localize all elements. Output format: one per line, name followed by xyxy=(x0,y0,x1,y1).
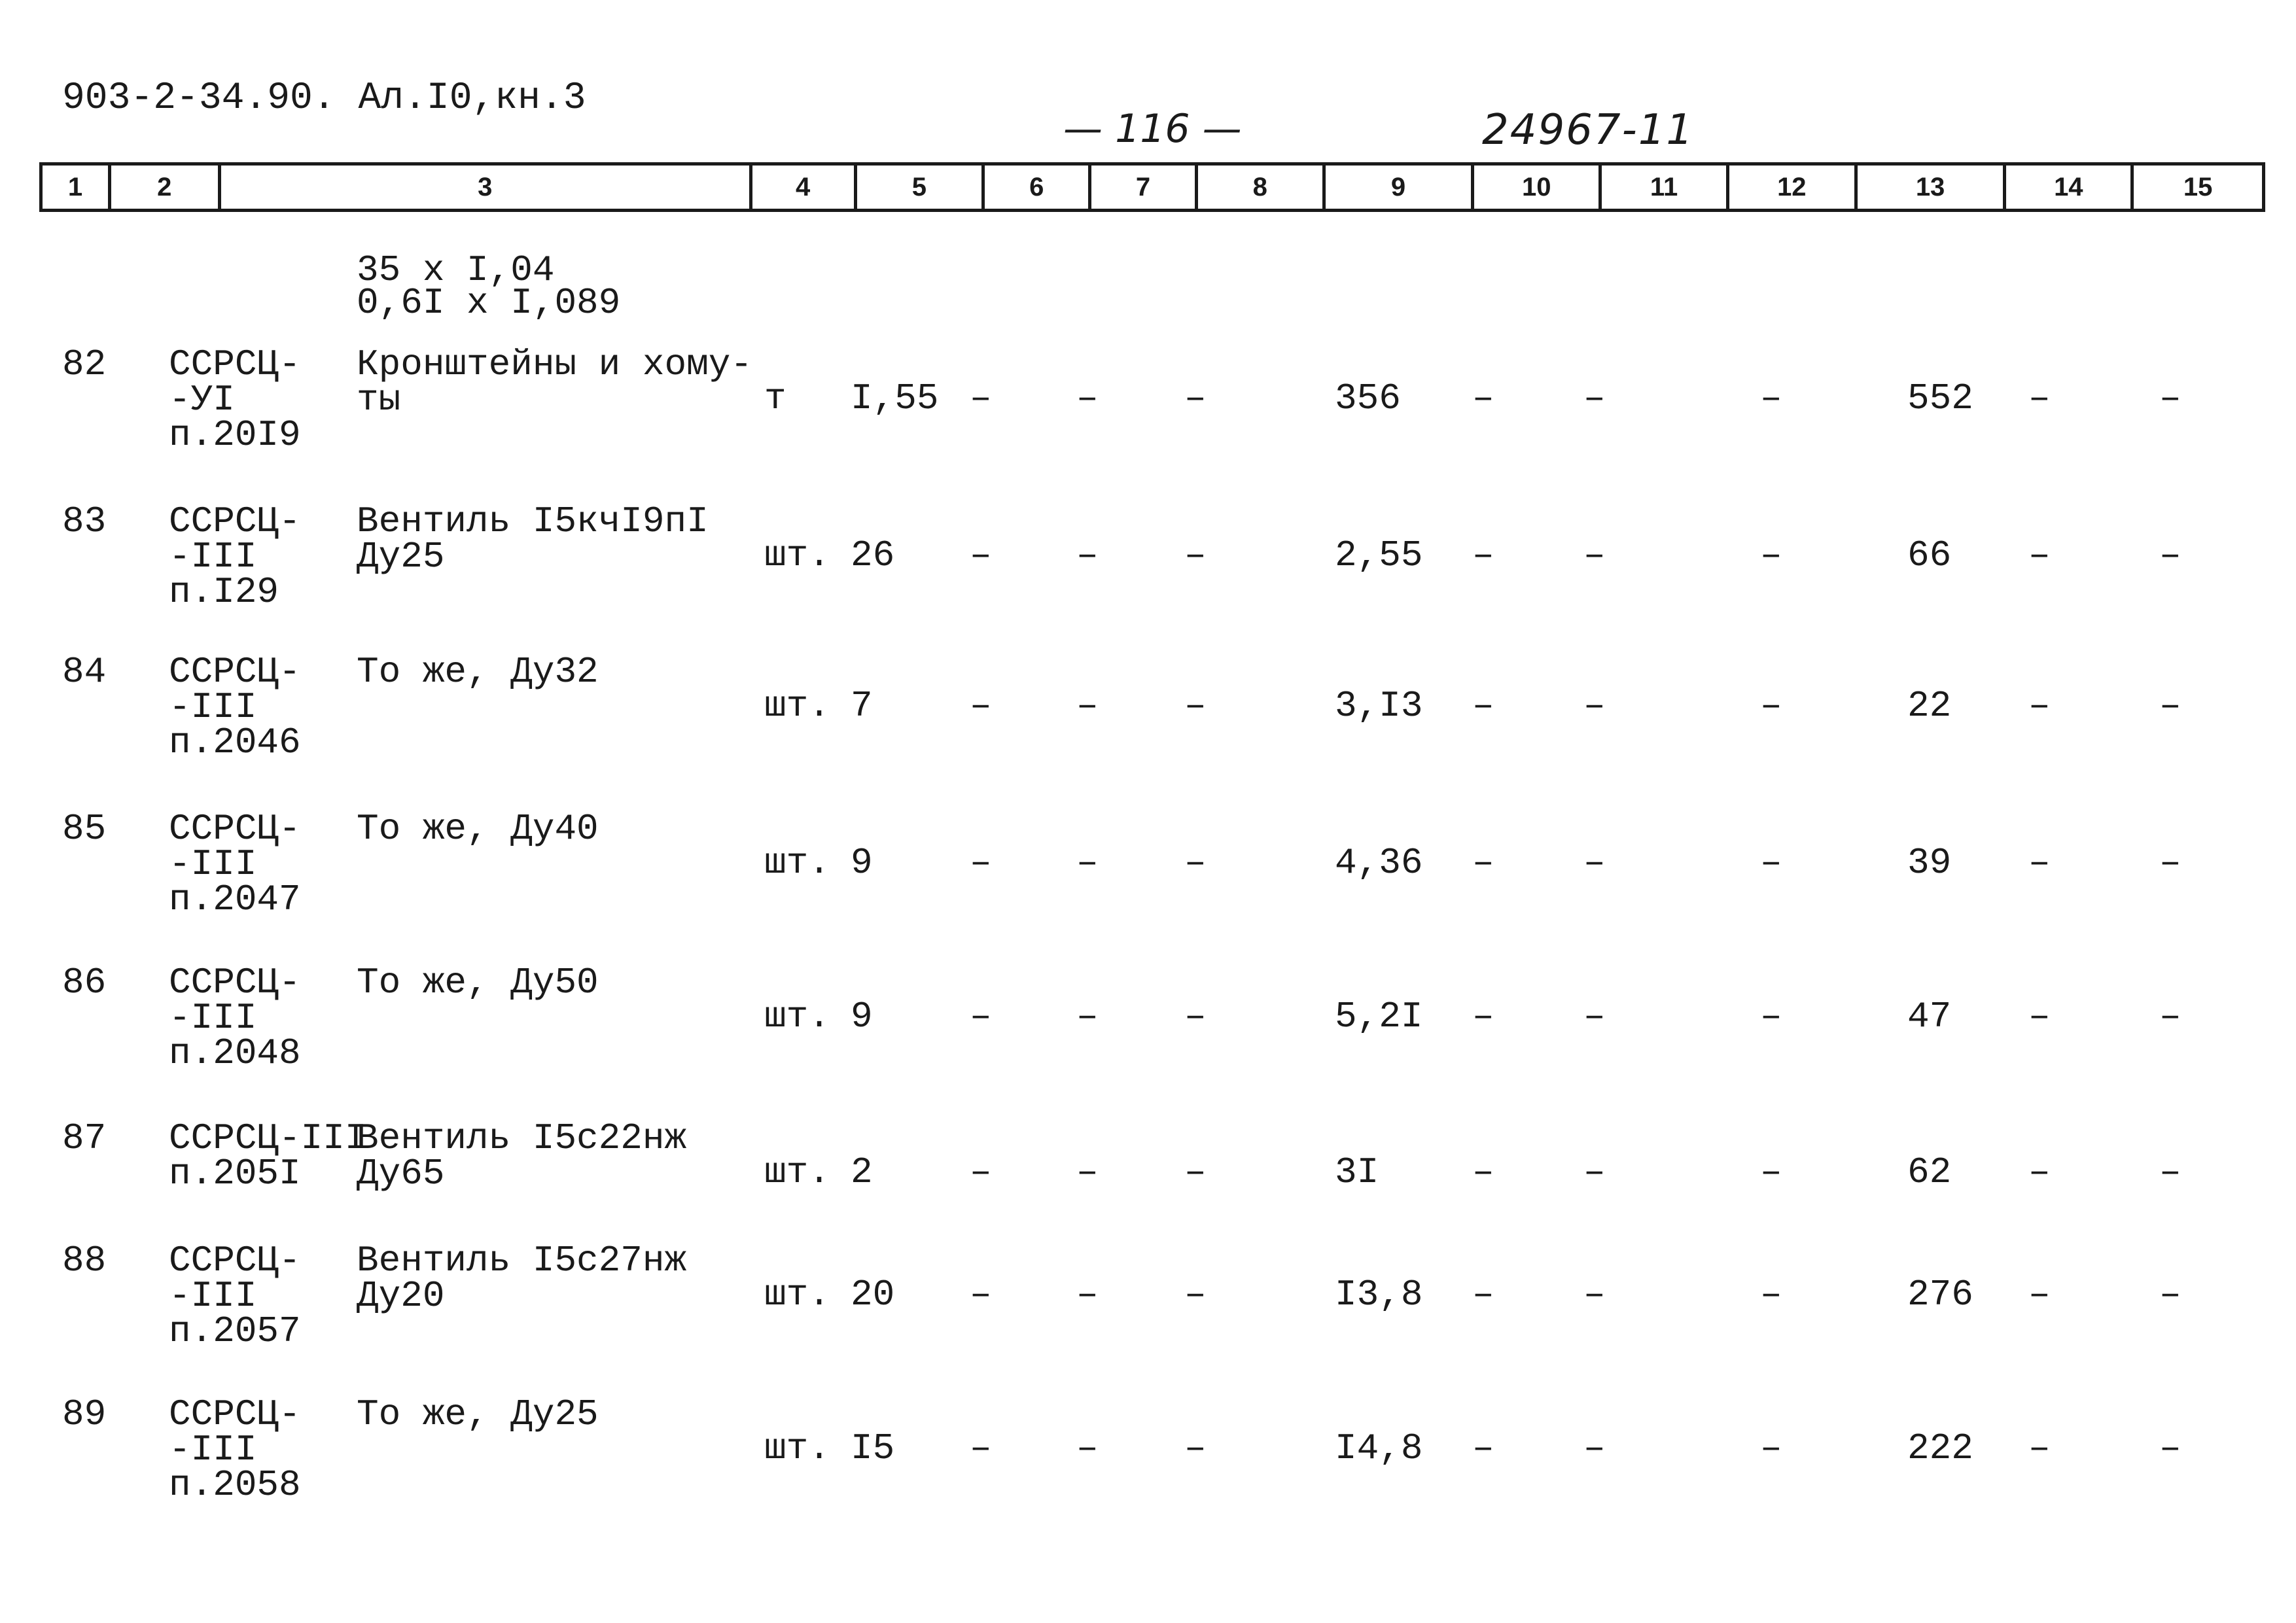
unit-of-measure: шт. xyxy=(764,1151,830,1193)
column-header-row xyxy=(39,162,2265,212)
column-7-value: – xyxy=(1076,377,1099,419)
column-7-value: – xyxy=(1076,1427,1099,1469)
total-cost: 552 xyxy=(1907,377,1973,419)
column-10-value: – xyxy=(1472,842,1494,884)
column-6-value: – xyxy=(970,842,992,884)
unit-of-measure: шт. xyxy=(764,1427,830,1469)
unit-of-measure: шт. xyxy=(764,996,830,1038)
column-header: 14 xyxy=(2006,166,2134,209)
document-code: 903-2-34.90. Ал.I0,кн.3 xyxy=(62,77,586,120)
row-number: 89 xyxy=(62,1393,107,1435)
row-number: 86 xyxy=(62,962,107,1003)
column-15-value: – xyxy=(2159,534,2181,576)
total-cost: 39 xyxy=(1907,842,1952,884)
column-12-value: – xyxy=(1760,685,1782,727)
quantity: 9 xyxy=(851,842,873,884)
column-8-value: – xyxy=(1184,685,1207,727)
column-12-value: – xyxy=(1760,996,1782,1038)
unit-price: 5,2I xyxy=(1335,996,1423,1038)
column-14-value: – xyxy=(2028,685,2051,727)
quantity: 9 xyxy=(851,996,873,1038)
column-14-value: – xyxy=(2028,1427,2051,1469)
continuation-text: 35 x I,04 0,6I x I,089 xyxy=(357,249,621,324)
column-12-value: – xyxy=(1760,842,1782,884)
total-cost: 62 xyxy=(1907,1151,1952,1193)
column-header: 8 xyxy=(1198,166,1326,209)
quantity: I5 xyxy=(851,1427,895,1469)
unit-price: I3,8 xyxy=(1335,1274,1423,1316)
item-name: Кронштейны и хому- ты xyxy=(357,343,752,421)
column-header: 7 xyxy=(1091,166,1198,209)
price-reference: ССРСЦ- -III п.2057 xyxy=(169,1240,301,1352)
column-14-value: – xyxy=(2028,1151,2051,1193)
price-reference: ССРСЦ- -III п.2058 xyxy=(169,1393,301,1506)
unit-price: I4,8 xyxy=(1335,1427,1423,1469)
column-7-value: – xyxy=(1076,685,1099,727)
row-number: 82 xyxy=(62,343,107,385)
column-6-value: – xyxy=(970,377,992,419)
total-cost: 47 xyxy=(1907,996,1952,1038)
item-name: То же, Ду25 xyxy=(357,1393,599,1435)
column-10-value: – xyxy=(1472,377,1494,419)
row-number: 83 xyxy=(62,500,107,542)
column-11-value: – xyxy=(1583,1427,1606,1469)
column-12-value: – xyxy=(1760,1274,1782,1316)
column-header: 10 xyxy=(1474,166,1602,209)
column-14-value: – xyxy=(2028,377,2051,419)
quantity: I,55 xyxy=(851,377,939,419)
unit-price: 4,36 xyxy=(1335,842,1423,884)
column-header: 2 xyxy=(111,166,221,209)
unit-of-measure: шт. xyxy=(764,1274,830,1316)
unit-price: 3,I3 xyxy=(1335,685,1423,727)
total-cost: 66 xyxy=(1907,534,1952,576)
column-15-value: – xyxy=(2159,996,2181,1038)
item-name: Вентиль I5с27нж Ду20 xyxy=(357,1240,687,1317)
quantity: 7 xyxy=(851,685,873,727)
column-11-value: – xyxy=(1583,377,1606,419)
quantity: 20 xyxy=(851,1274,895,1316)
column-10-value: – xyxy=(1472,1151,1494,1193)
unit-of-measure: т xyxy=(764,377,786,419)
item-name: Вентиль I5кчI9пI Ду25 xyxy=(357,500,709,578)
item-name: То же, Ду40 xyxy=(357,808,599,850)
column-12-value: – xyxy=(1760,1151,1782,1193)
column-14-value: – xyxy=(2028,534,2051,576)
total-cost: 22 xyxy=(1907,685,1952,727)
column-10-value: – xyxy=(1472,534,1494,576)
unit-of-measure: шт. xyxy=(764,685,830,727)
price-reference: ССРСЦ- -III п.2048 xyxy=(169,962,301,1074)
unit-price: 2,55 xyxy=(1335,534,1423,576)
unit-price: 356 xyxy=(1335,377,1401,419)
column-15-value: – xyxy=(2159,377,2181,419)
column-11-value: – xyxy=(1583,1151,1606,1193)
column-15-value: – xyxy=(2159,1427,2181,1469)
row-number: 87 xyxy=(62,1117,107,1159)
column-6-value: – xyxy=(970,534,992,576)
column-header: 3 xyxy=(221,166,752,209)
item-name: То же, Ду50 xyxy=(357,962,599,1003)
row-number: 85 xyxy=(62,808,107,850)
total-cost: 222 xyxy=(1907,1427,1973,1469)
column-header: 4 xyxy=(752,166,857,209)
column-8-value: – xyxy=(1184,534,1207,576)
total-cost: 276 xyxy=(1907,1274,1973,1316)
column-10-value: – xyxy=(1472,685,1494,727)
column-6-value: – xyxy=(970,685,992,727)
column-12-value: – xyxy=(1760,1427,1782,1469)
column-14-value: – xyxy=(2028,1274,2051,1316)
column-7-value: – xyxy=(1076,1274,1099,1316)
column-14-value: – xyxy=(2028,842,2051,884)
column-6-value: – xyxy=(970,1427,992,1469)
column-12-value: – xyxy=(1760,377,1782,419)
page-number: — 116 — xyxy=(1063,106,1242,152)
column-header: 5 xyxy=(857,166,985,209)
column-8-value: – xyxy=(1184,1274,1207,1316)
column-header: 13 xyxy=(1858,166,2007,209)
column-7-value: – xyxy=(1076,842,1099,884)
column-header: 9 xyxy=(1326,166,1475,209)
quantity: 2 xyxy=(851,1151,873,1193)
inventory-number: 24967-11 xyxy=(1482,106,1695,154)
column-11-value: – xyxy=(1583,1274,1606,1316)
unit-of-measure: шт. xyxy=(764,842,830,884)
column-11-value: – xyxy=(1583,534,1606,576)
column-header: 15 xyxy=(2183,172,2213,201)
column-10-value: – xyxy=(1472,1427,1494,1469)
column-14-value: – xyxy=(2028,996,2051,1038)
column-7-value: – xyxy=(1076,1151,1099,1193)
column-11-value: – xyxy=(1583,996,1606,1038)
column-8-value: – xyxy=(1184,996,1207,1038)
column-11-value: – xyxy=(1583,842,1606,884)
column-6-value: – xyxy=(970,1274,992,1316)
column-10-value: – xyxy=(1472,996,1494,1038)
column-15-value: – xyxy=(2159,1274,2181,1316)
column-12-value: – xyxy=(1760,534,1782,576)
column-8-value: – xyxy=(1184,377,1207,419)
column-7-value: – xyxy=(1076,996,1099,1038)
unit-price: 3I xyxy=(1335,1151,1379,1193)
item-name: Вентиль I5с22нж Ду65 xyxy=(357,1117,687,1195)
row-number: 88 xyxy=(62,1240,107,1282)
price-reference: ССРСЦ-III п.205I xyxy=(169,1117,367,1195)
column-6-value: – xyxy=(970,1151,992,1193)
unit-of-measure: шт. xyxy=(764,534,830,576)
price-reference: ССРСЦ- -III п.2047 xyxy=(169,808,301,920)
column-8-value: – xyxy=(1184,842,1207,884)
column-8-value: – xyxy=(1184,1151,1207,1193)
item-name: То же, Ду32 xyxy=(357,651,599,693)
column-header: 11 xyxy=(1602,166,1729,209)
column-header: 6 xyxy=(985,166,1091,209)
column-8-value: – xyxy=(1184,1427,1207,1469)
column-15-value: – xyxy=(2159,1151,2181,1193)
price-reference: ССРСЦ- -III п.I29 xyxy=(169,500,301,613)
column-6-value: – xyxy=(970,996,992,1038)
column-15-value: – xyxy=(2159,842,2181,884)
column-10-value: – xyxy=(1472,1274,1494,1316)
column-15-value: – xyxy=(2159,685,2181,727)
column-header: 1 xyxy=(43,166,111,209)
row-number: 84 xyxy=(62,651,107,693)
column-7-value: – xyxy=(1076,534,1099,576)
price-reference: ССРСЦ- -III п.2046 xyxy=(169,651,301,763)
column-11-value: – xyxy=(1583,685,1606,727)
column-header: 12 xyxy=(1729,166,1858,209)
quantity: 26 xyxy=(851,534,895,576)
price-reference: ССРСЦ- -УI п.20I9 xyxy=(169,343,301,456)
